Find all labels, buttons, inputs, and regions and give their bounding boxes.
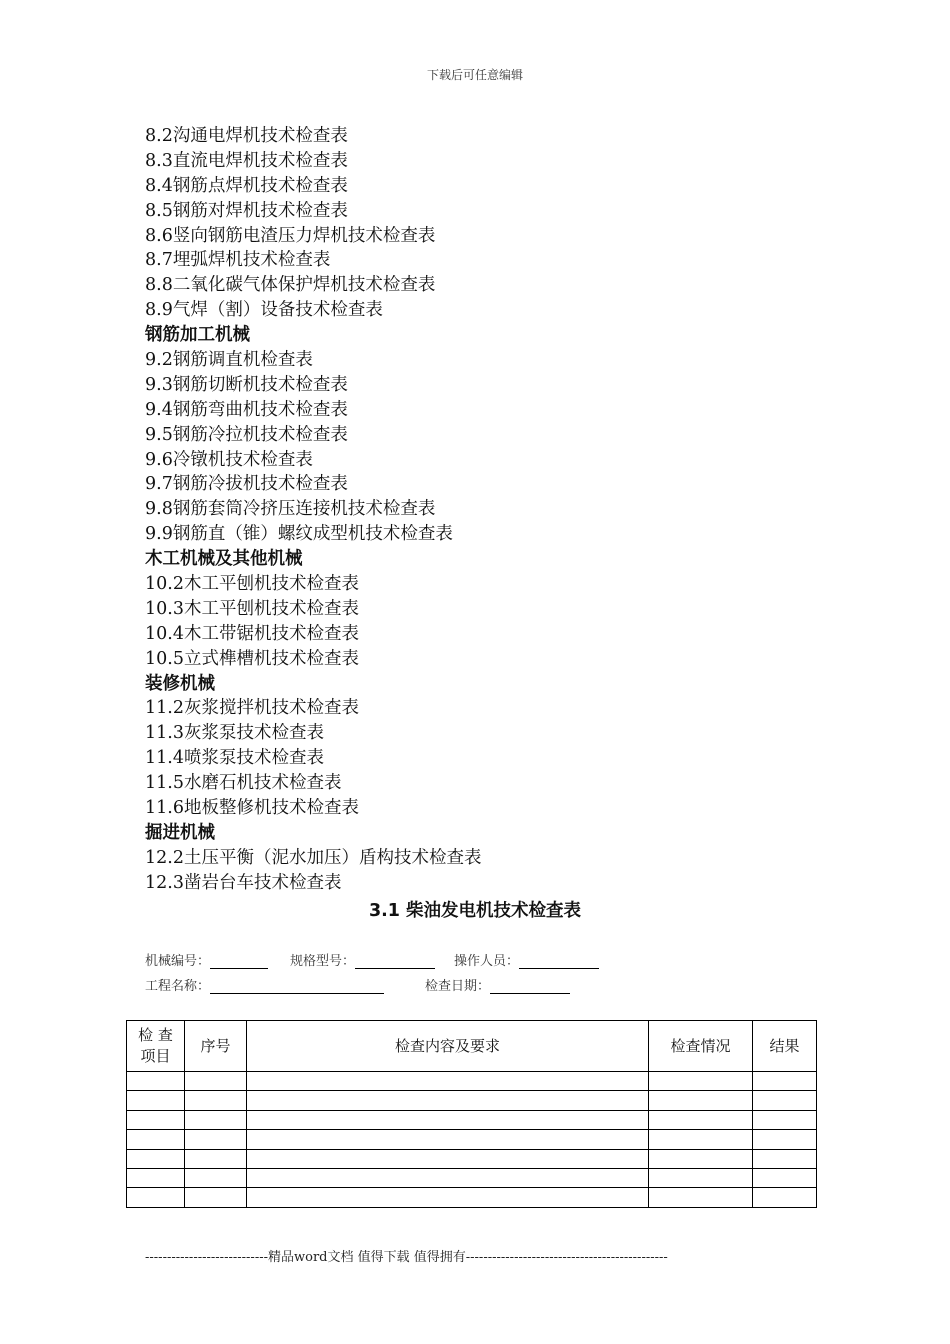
header-check-item: 检 查 项目: [127, 1021, 185, 1072]
project-field[interactable]: [145, 975, 384, 994]
table-cell[interactable]: [127, 1072, 185, 1091]
table-cell[interactable]: [185, 1130, 247, 1149]
table-header-row: [127, 1021, 817, 1072]
table-cell[interactable]: [247, 1130, 649, 1149]
table-row: [127, 1110, 817, 1129]
toc-entry: 8.8二氧化碳气体保护焊机技术检查表: [145, 275, 436, 296]
table-cell[interactable]: [185, 1110, 247, 1129]
header-content: 检查内容及要求: [247, 1021, 649, 1072]
toc-entry: 8.3直流电焊机技术检查表: [145, 150, 348, 171]
model-field[interactable]: [290, 950, 435, 969]
table-cell[interactable]: [247, 1149, 649, 1168]
table-cell[interactable]: [127, 1130, 185, 1149]
table-cell[interactable]: [649, 1110, 753, 1129]
date-label: 检查日期：: [425, 979, 491, 994]
table-row: [127, 1130, 817, 1149]
table-cell[interactable]: [185, 1188, 247, 1207]
toc-section-heading: 装修机械: [145, 673, 215, 694]
footer-note: ----------------------------精品word文档 值得下载 值得拥有----------------------------------------------: [145, 1250, 668, 1265]
project-label: 工程名称：: [145, 979, 211, 994]
toc-section-heading: 掘进机械: [145, 822, 215, 843]
toc-entry: 10.2木工平刨机技术检查表: [145, 574, 359, 595]
machine-no-field[interactable]: [145, 950, 268, 969]
model-label: 规格型号：: [290, 954, 356, 969]
table-cell[interactable]: [753, 1110, 817, 1129]
table-cell[interactable]: [649, 1168, 753, 1187]
operator-label: 操作人员：: [454, 954, 520, 969]
toc-entry: 8.9气焊（割）设备技术检查表: [145, 300, 383, 321]
toc-section-heading: 木工机械及其他机械: [145, 549, 303, 570]
table-cell[interactable]: [127, 1188, 185, 1207]
toc-entry: 10.4木工带锯机技术检查表: [145, 623, 359, 644]
model-blank[interactable]: [355, 954, 435, 969]
table-body: [127, 1072, 817, 1208]
table-cell[interactable]: [649, 1130, 753, 1149]
table-cell[interactable]: [185, 1149, 247, 1168]
table-cell[interactable]: [247, 1091, 649, 1110]
table-cell[interactable]: [127, 1168, 185, 1187]
table-cell[interactable]: [753, 1072, 817, 1091]
table-cell[interactable]: [185, 1091, 247, 1110]
toc-entry: 11.3灰浆泵技术检查表: [145, 723, 324, 744]
toc-entry: 10.5立式榫槽机技术检查表: [145, 648, 359, 669]
table-cell[interactable]: [247, 1072, 649, 1091]
toc-entry: 8.6竖向钢筋电渣压力焊机技术检查表: [145, 225, 436, 246]
toc-entry: 12.3凿岩台车技术检查表: [145, 872, 342, 893]
operator-field[interactable]: [454, 950, 599, 969]
table-cell[interactable]: [753, 1188, 817, 1207]
toc-entry: 9.7钢筋冷拔机技术检查表: [145, 474, 348, 495]
header-result: 结果: [753, 1021, 817, 1072]
table-cell[interactable]: [127, 1110, 185, 1129]
table-row: [127, 1091, 817, 1110]
toc-entry: 9.6冷镦机技术检查表: [145, 449, 313, 470]
table-cell[interactable]: [649, 1072, 753, 1091]
table-row: [127, 1149, 817, 1168]
table-cell[interactable]: [753, 1091, 817, 1110]
table-cell[interactable]: [649, 1149, 753, 1168]
table-cell[interactable]: [127, 1091, 185, 1110]
header-note: 下载后可任意编辑: [426, 68, 523, 82]
inspection-table: [126, 1020, 817, 1208]
table-cell[interactable]: [185, 1168, 247, 1187]
table-cell[interactable]: [649, 1091, 753, 1110]
document-title: 3.1 柴油发电机技术检查表: [368, 901, 582, 921]
toc-section-heading: 钢筋加工机械: [145, 325, 250, 346]
toc-entry: 9.9钢筋直（锥）螺纹成型机技术检查表: [145, 524, 453, 545]
toc-entry: 9.5钢筋冷拉机技术检查表: [145, 424, 348, 445]
table-row: [127, 1168, 817, 1187]
toc-entry: 12.2土压平衡（泥水加压）盾构技术检查表: [145, 847, 482, 868]
table-cell[interactable]: [247, 1188, 649, 1207]
table-cell[interactable]: [185, 1072, 247, 1091]
date-field[interactable]: [425, 975, 570, 994]
toc-entry: 9.2钢筋调直机检查表: [145, 350, 313, 371]
toc-entry: 9.8钢筋套筒冷挤压连接机技术检查表: [145, 499, 436, 520]
toc-entry: 10.3木工平刨机技术检查表: [145, 598, 359, 619]
table-cell[interactable]: [753, 1149, 817, 1168]
toc-entry: 9.3钢筋切断机技术检查表: [145, 374, 348, 395]
toc-entry: 11.6地板整修机技术检查表: [145, 798, 359, 819]
header-serial-no: 序号: [185, 1021, 247, 1072]
machine-no-label: 机械编号：: [145, 954, 211, 969]
toc-entry: 11.2灰浆搅拌机技术检查表: [145, 698, 359, 719]
operator-blank[interactable]: [519, 954, 599, 969]
table-cell[interactable]: [247, 1110, 649, 1129]
toc-entry: 8.4钢筋点焊机技术检查表: [145, 175, 348, 196]
project-blank[interactable]: [210, 979, 384, 994]
toc-entry: 9.4钢筋弯曲机技术检查表: [145, 399, 348, 420]
table-cell[interactable]: [753, 1130, 817, 1149]
table-cell[interactable]: [753, 1168, 817, 1187]
toc-entry: 8.5钢筋对焊机技术检查表: [145, 200, 348, 221]
toc-entry: 11.4喷浆泵技术检查表: [145, 748, 324, 769]
header-status: 检查情况: [649, 1021, 753, 1072]
machine-no-blank[interactable]: [210, 954, 268, 969]
toc-entry: 8.2沟通电焊机技术检查表: [145, 126, 348, 146]
toc-entry: 8.7埋弧焊机技术检查表: [145, 250, 331, 271]
table-cell[interactable]: [649, 1188, 753, 1207]
table-cell[interactable]: [127, 1149, 185, 1168]
table-of-contents: [145, 124, 481, 896]
table-cell[interactable]: [247, 1168, 649, 1187]
toc-entry: 11.5水磨石机技术检查表: [145, 773, 342, 794]
date-blank[interactable]: [490, 979, 570, 994]
table-row: [127, 1188, 817, 1207]
table-row: [127, 1072, 817, 1091]
